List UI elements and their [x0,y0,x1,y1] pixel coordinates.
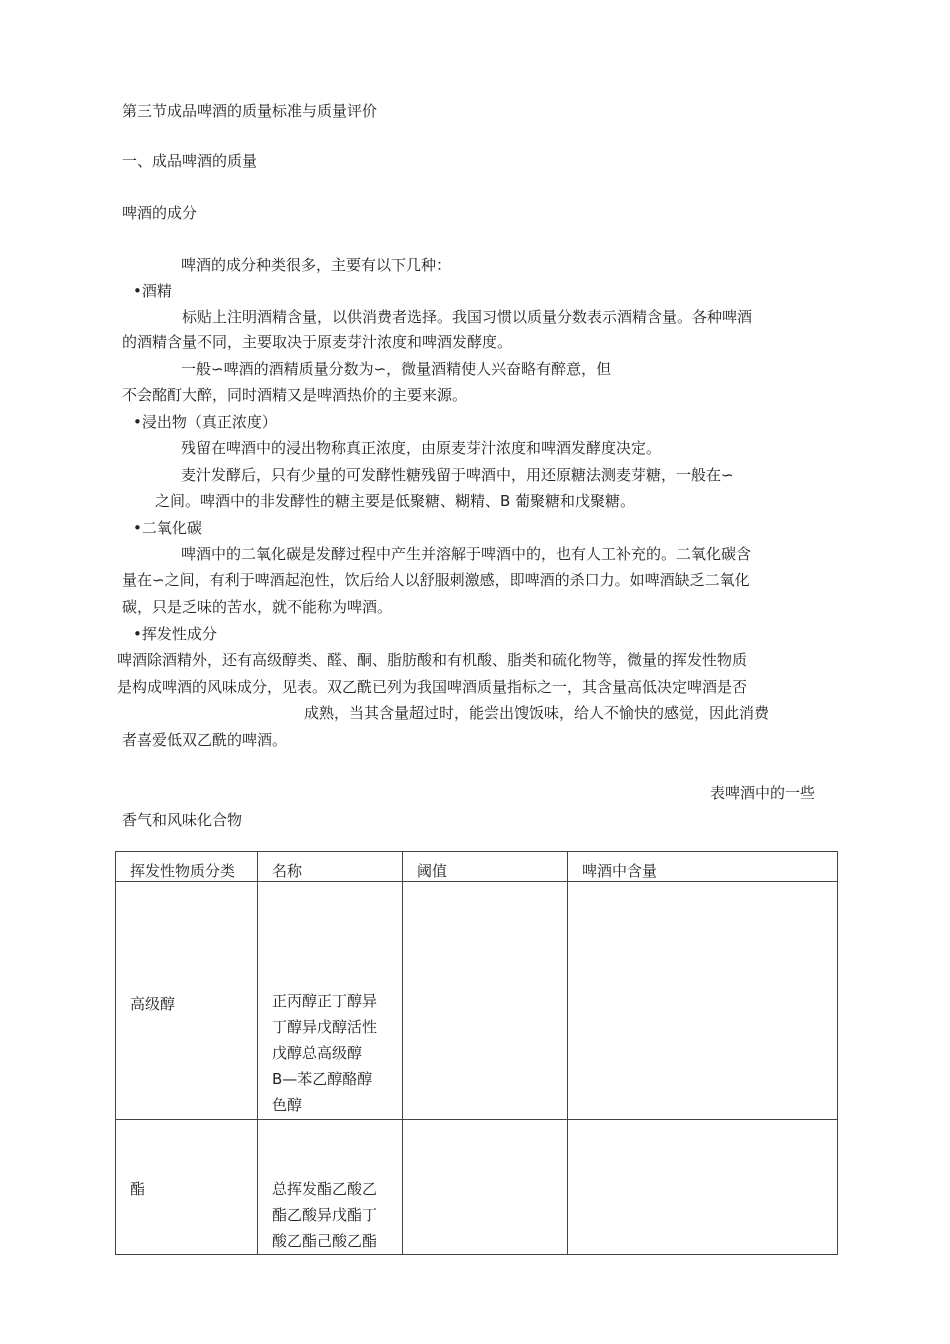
threshold-cell [403,882,568,1120]
intro-paragraph: 啤酒的成分种类很多，主要有以下几种： [181,256,452,274]
paragraph-line: 一般∽啤酒的酒精质量分数为∽，微量酒精使人兴奋略有醉意，但 [181,360,612,378]
paragraph-line: 量在∽之间，有利于啤酒起泡性，饮后给人以舒服刺激感，即啤酒的杀口力。如啤酒缺乏二氧化 [122,571,750,589]
paragraph-line: 成熟，当其含量超过时，能尝出馊饭味，给人不愉快的感觉，因此消费 [304,704,770,722]
category-cell: 高级醇 [116,882,258,1120]
bullet-co2: •二氧化碳 [133,519,202,537]
bullet-extract: •浸出物（真正浓度） [133,413,277,431]
paragraph-line: 不会酩酊大醉，同时酒精又是啤酒热价的主要来源。 [122,386,468,404]
bullet-volatile: •挥发性成分 [133,625,217,643]
paragraph-line: 啤酒中的二氧化碳是发酵过程中产生并溶解于啤酒中的，也有人工补充的。二氧化碳含 [181,545,752,563]
compound-table [115,851,838,1255]
paragraph-line: 碳，只是乏味的苦水，就不能称为啤酒。 [122,598,393,616]
table-row [116,882,838,1120]
table-header-row [116,852,838,882]
section-title: 第三节成品啤酒的质量标准与质量评价 [122,102,378,120]
table-header-cell: 阈值 [403,852,568,882]
content-cell [568,882,838,1120]
paragraph-line: 是构成啤酒的风味成分，见表。双乙酰已列为我国啤酒质量指标之一，其含量高低决定啤酒是否 [117,678,748,696]
paragraph-line: 啤酒除酒精外，还有高级醇类、醛、酮、脂肪酸和有机酸、脂类和硫化物等，微量的挥发性物质 [117,651,748,669]
bullet-alcohol: •酒精 [133,282,172,300]
category-cell: 酯 [116,1120,258,1255]
paragraph-line: 之间。啤酒中的非发酵性的糖主要是低聚糖、糊精、B 葡聚糖和戊聚糖。 [155,492,636,510]
heading-1: 一、成品啤酒的质量 [122,152,258,170]
content-cell [568,1120,838,1255]
table-caption: 表啤酒中的一些 [710,784,816,802]
table-header-cell: 名称 [258,852,403,882]
table-header-cell: 啤酒中含量 [568,852,838,882]
table-header-cell: 挥发性物质分类 [116,852,258,882]
table-row [116,1120,838,1255]
paragraph-line: 者喜爱低双乙酰的啤酒。 [122,731,288,749]
threshold-cell [403,1120,568,1255]
paragraph-line: 残留在啤酒中的浸出物称真正浓度，由原麦芽汁浓度和啤酒发酵度决定。 [181,439,662,457]
paragraph-line: 麦汁发酵后，只有少量的可发酵性糖残留于啤酒中，用还原糖法测麦芽糖，一般在∽ [181,466,734,484]
heading-2: 啤酒的成分 [122,204,198,222]
table-caption: 香气和风味化合物 [122,811,243,829]
names-cell: 正丙醇正丁醇异 丁醇异戊醇活性 戊醇总高级醇 B—苯乙醇酪醇 色醇 [258,882,403,1120]
names-cell: 总挥发酯乙酸乙 酯乙酸异戊酯丁 酸乙酯己酸乙酯 [258,1120,403,1255]
paragraph-line: 标贴上注明酒精含量，以供消费者选择。我国习惯以质量分数表示酒精含量。各种啤酒 [182,308,753,326]
paragraph-line: 的酒精含量不同，主要取决于原麦芽汁浓度和啤酒发酵度。 [122,333,513,351]
